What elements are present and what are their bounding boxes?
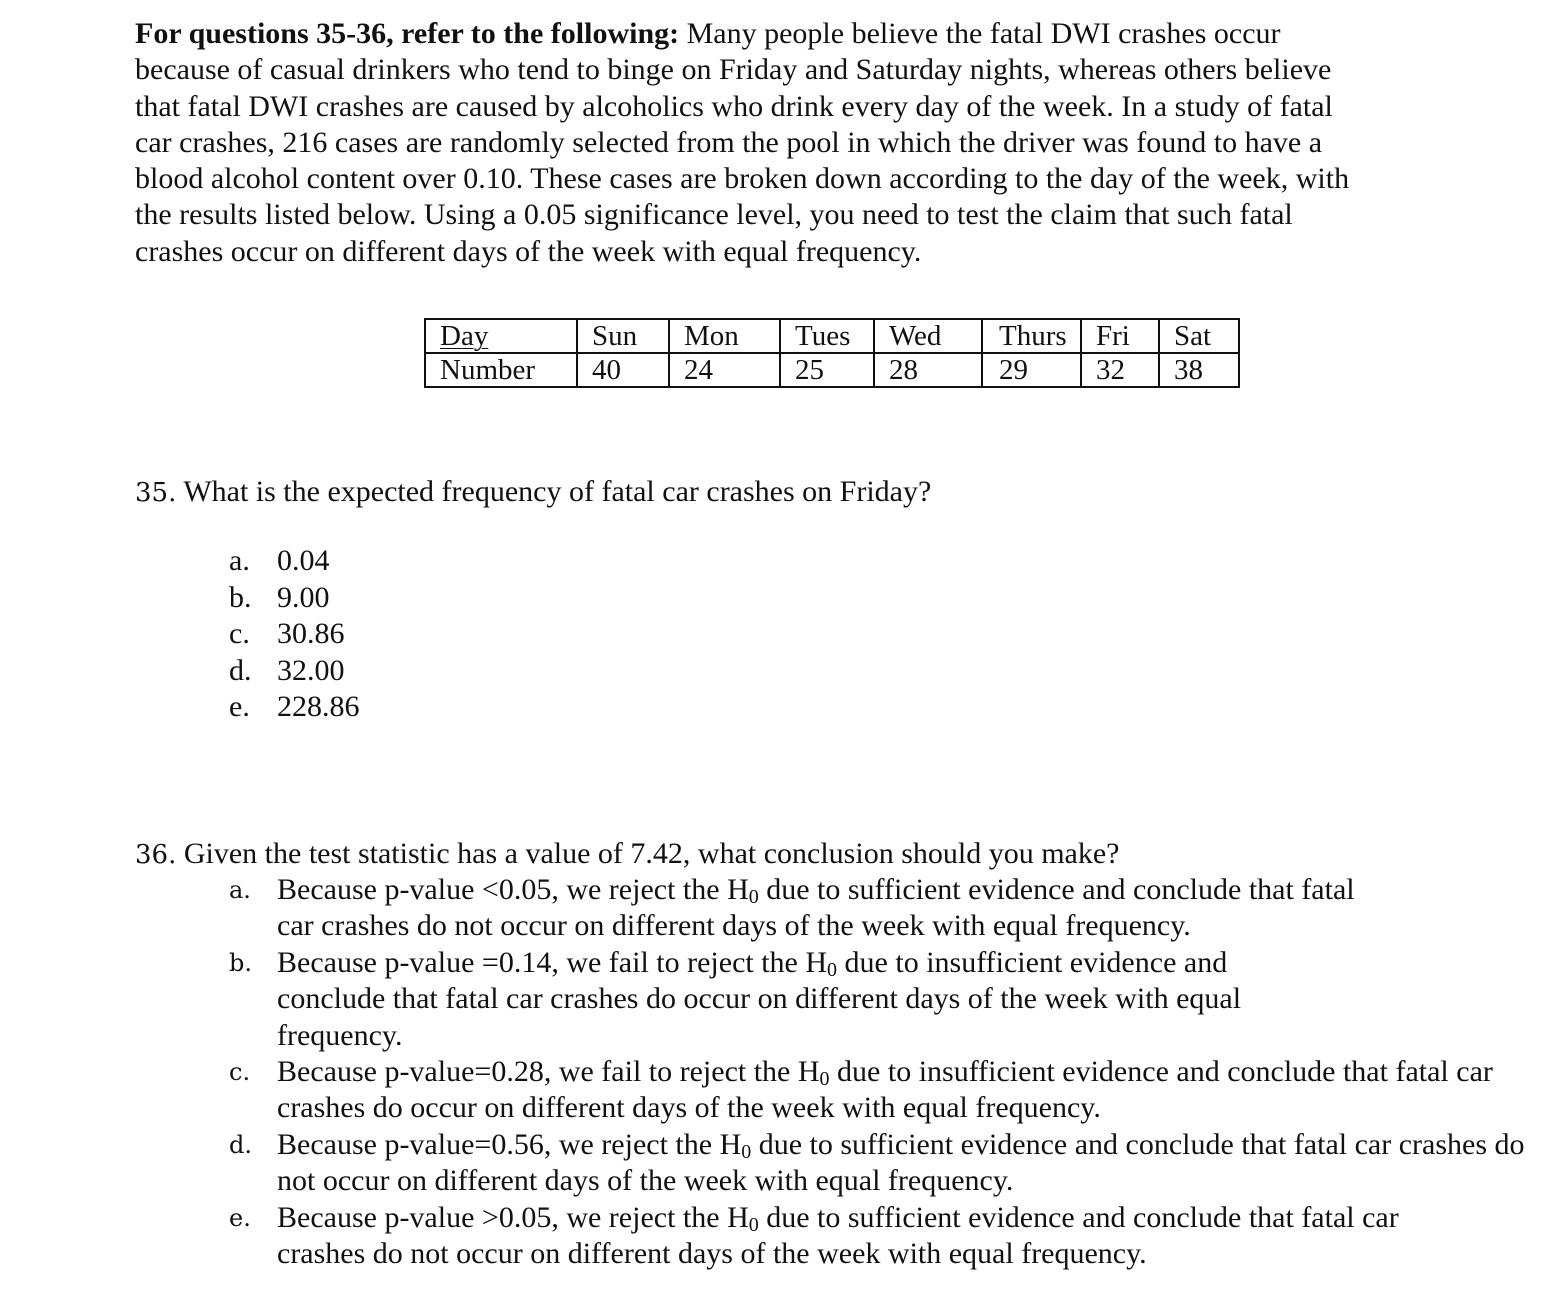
option-e[interactable] — [229, 689, 360, 726]
option-text: 0.04 — [277, 544, 330, 577]
h0-symbol: $H_0$ — [797, 1055, 830, 1091]
table-cell: Sat — [1159, 319, 1239, 353]
option-text: Because p-value=0.56, we reject the $H_0$ due to sufficient evidence and conclude that fatal car crashes do not occur on different days of the week with equal frequency. — [277, 1127, 1525, 1198]
question-number: 36. — [135, 840, 177, 870]
table-row-day — [425, 319, 1239, 353]
option-text: Because p-value =0.14, we fail to reject the $H_0$ due to insufficient evidence and conclude that fatal car crashes do occur on different days of the week with equal frequency. — [277, 945, 1242, 1052]
question-35 — [135, 474, 931, 511]
table-header-day: Day — [425, 319, 577, 353]
option-text: 228.86 — [277, 690, 360, 724]
option-letter: e. — [229, 1203, 251, 1232]
h0-symbol: $H_0$ — [727, 873, 759, 908]
table-cell: 38 — [1159, 353, 1239, 387]
option-d[interactable] — [229, 1127, 1558, 1200]
option-text: 9.00 — [277, 580, 330, 614]
option-text: Because p-value <0.05, we reject the $H_0$ due to sufficient evidence and conclude that fatal car crashes do not occur on different days of the week with equal frequency. — [277, 873, 1355, 943]
table-cell: Tues — [780, 319, 874, 353]
option-letter: d. — [229, 653, 252, 687]
option-letter: c. — [229, 617, 250, 651]
option-text: 32.00 — [277, 653, 345, 687]
option-letter: e. — [229, 690, 250, 724]
option-letter: d. — [229, 1130, 252, 1159]
table-cell: Fri — [1081, 319, 1159, 353]
option-letter: b. — [229, 948, 252, 977]
option-text: Because p-value=0.28, we fail to reject the $H_0$ due to insufficient evidence and conclude that fatal car crashes do occur on different days of the week with equal frequency. — [277, 1055, 1493, 1125]
table-row-number — [425, 353, 1239, 387]
question-text: Given the test statistic has a value of 7.42, what conclusion should you make? — [183, 837, 1120, 870]
table-cell: 24 — [669, 353, 780, 387]
option-letter: a. — [229, 876, 251, 904]
h0-symbol: $H_0$ — [719, 1127, 752, 1163]
question-35-options — [229, 543, 360, 726]
question-text: What is the expected frequency of fatal car crashes on Friday? — [183, 475, 932, 508]
option-text: Because p-value >0.05, we reject the $H_0$ due to sufficient evidence and conclude that fatal car crashes do not occur on different days of the week with equal frequency. — [277, 1200, 1399, 1271]
table-cell: Thurs — [982, 319, 1081, 353]
table-cell: 25 — [780, 353, 874, 387]
h0-symbol: $H_0$ — [727, 1200, 759, 1236]
option-letter: a. — [229, 544, 250, 577]
option-b[interactable] — [229, 945, 1558, 1054]
table-cell: 28 — [874, 353, 982, 387]
table-header-number: Number — [425, 353, 577, 387]
option-text: 30.86 — [277, 617, 345, 651]
table-cell: 32 — [1081, 353, 1159, 387]
option-e[interactable] — [229, 1200, 1558, 1273]
option-c[interactable] — [229, 1054, 1558, 1127]
question-number: 35. — [135, 478, 177, 508]
intro-lead: For questions 35-36, refer to the following: — [135, 17, 680, 50]
table-cell: Sun — [577, 319, 669, 353]
table-cell: Mon — [669, 319, 780, 353]
question-36 — [135, 836, 1435, 873]
h0-symbol: $H_0$ — [805, 945, 838, 981]
intro-paragraph — [135, 16, 1375, 270]
option-d[interactable] — [229, 653, 360, 690]
crash-table — [424, 318, 1240, 388]
question-36-options — [229, 872, 1558, 1272]
option-c[interactable] — [229, 616, 360, 653]
table-cell: 40 — [577, 353, 669, 387]
option-a[interactable] — [229, 543, 360, 580]
intro-body: Many people believe the fatal DWI crashes occur because of casual drinkers who tend to binge on Friday and Saturday nights, whereas others believe that fatal DWI crashes are caused by alcoholics who drink every day of the week. In a study of fatal car crashes, 216 cases are randomly selected from the pool in which the driver was found to have a blood alcohol content over 0.10. These cases are broken down according to the day of the week, with the results listed below. Using a 0.05 significance level, you need to test the claim that such fatal crashes occur on different days of the week with equal frequency. — [135, 17, 1350, 268]
option-b[interactable] — [229, 580, 360, 617]
option-letter: c. — [229, 1058, 251, 1087]
table-cell: Wed — [874, 319, 982, 353]
option-letter: b. — [229, 580, 252, 614]
table-cell: 29 — [982, 353, 1081, 387]
option-a[interactable] — [229, 872, 1558, 945]
